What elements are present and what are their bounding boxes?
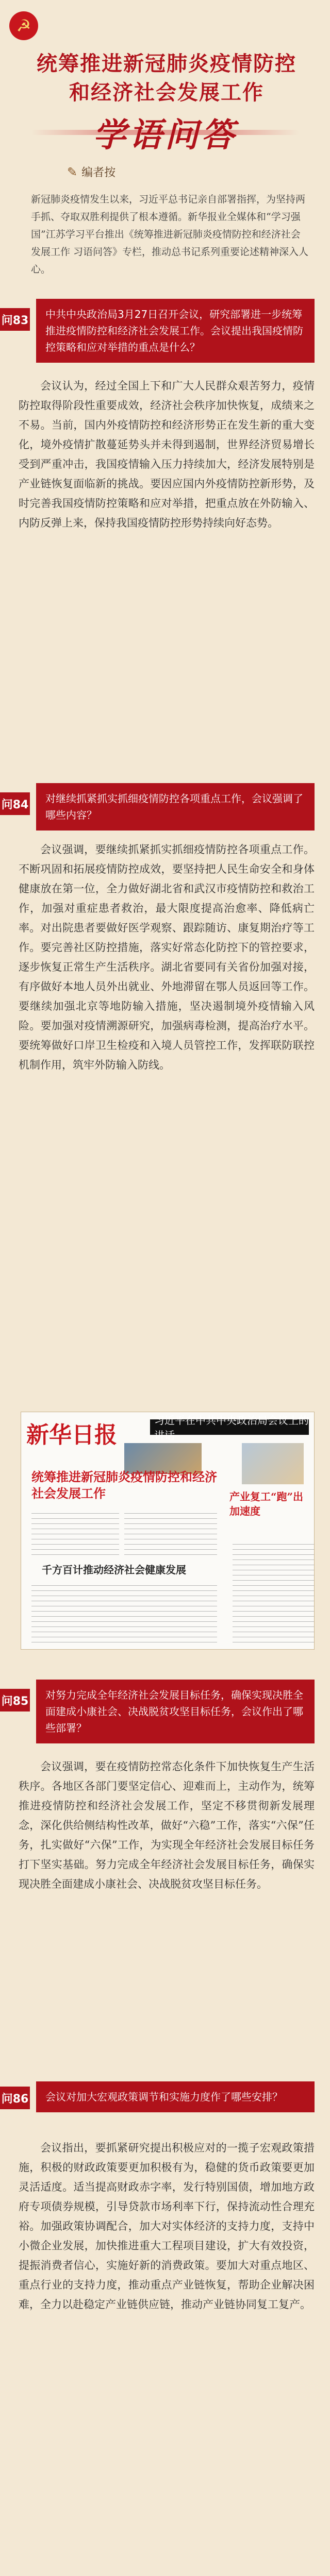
party-emblem-icon: ☭ [9,11,38,40]
question-number-badge: 问85 [0,1689,30,1711]
question-number-badge: 问84 [0,792,30,815]
editor-label-text: 编者按 [81,166,116,179]
newspaper-top-headline: 习近平在中共中央政治局会议上的讲话 [150,1419,309,1435]
answer-paragraph: 会议强调，要在疫情防控常态化条件下加快恢复生产生活秩序。各地区各部门要坚定信心、迎难而上，主动作为，统筹推进疫情防控和经济社会发展工作，坚定不移贯彻新发展理念，深化供给侧结构性改革，做好“六稳”工作，落实“六保”任务，扎实做好“六保”工作，为实现全年经济社会发展目标任务打下坚实基础。努力完成全年经济社会发展目标任务，确保实现决胜全面建成小康社会、决战脱贫攻坚目标任务。 [19,1760,315,1890]
newspaper-text-column [31,1582,217,1644]
question-text: 会议对加大宏观政策调节和实施力度作了哪些安排？ [45,2091,283,2103]
answer-paragraph: 会议认为，经过全国上下和广大人民群众艰苦努力，疫情防控取得阶段性重要成效，经济社会秩序加快恢复，成绩来之不易。当前，国内外疫情防控和经济形势正在发生新的重大变化，境外疫情扩散蔓延势头并未得到遏制，世界经济贸易增长受到严重冲击，我国疫情输入压力持续加大，经济发展特别是产业链恢复面临新的挑战。要因应国内外疫情防控新形势，及时完善我国疫情防控策略和应对举措，把重点放在外防输入、内防反弹上来，保持我国疫情防控形势持续向好态势。 [19,380,315,529]
header [0,0,330,206]
newspaper-subtitle: 千方百计推动经济社会健康发展 [42,1564,186,1576]
newspaper-text-column [124,1510,217,1556]
newspaper-text-column [31,1510,119,1556]
newspaper-image [21,1412,315,1650]
question-text: 对努力完成全年经济社会发展目标任务，确保实现决胜全面建成小康社会、决战脱贫攻坚目标任务，会议作出了哪些部署？ [45,1689,303,1734]
newspaper-right-title: 产业复工“跑”出加速度 [229,1490,304,1517]
brand-banner [31,109,299,156]
page-title-line1: 统筹推进新冠肺炎疫情防控 [37,52,296,76]
question-text: 中共中央政治局3月27日召开会议，研究部署进一步统筹推进疫情防控和经济社会发展工作。会议提出我国疫情防控策略和应对举措的重点是什么？ [45,308,303,353]
page-title-line2: 和经济社会发展工作 [69,80,264,105]
question-number-badge: 问83 [0,308,30,331]
answer-paragraph: 会议指出，要抓紧研究提出积极应对的一揽子宏观政策措施，积极的财政政策要更加积极有为，稳健的货币政策要更加灵活适度。适当提高财政赤字率，发行特别国债，增加地方政府专项债券规模，引导贷款市场利率下行，保持流动性合理充裕。加强政策协调配合，加大对实体经济的支持力度，支持中小微企业发展，加快推进重大工程项目建设，扩大有效投资，提振消费者信心，实施好新的消费政策。要加大对重点地区、重点行业的支持力度，推动重点产业链恢复，帮助企业解决困难，全力以赴稳定产业链供应链，推动产业链协同复工复产。 [19,2142,315,2311]
newspaper-red-title: 统筹推进新冠肺炎疫情防控和经济社会发展工作 [31,1469,217,1501]
question-number-badge: 问86 [0,2087,30,2109]
answer-text [19,2138,315,2318]
newspaper-text-column [233,1541,315,1644]
editor-note-label [67,164,116,180]
intro-paragraph: 新冠肺炎疫情发生以来，习近平总书记亲自部署指挥，为坚持两手抓、夺取双胜利提供了根本遵循。新华报业全媒体和“学习强国”江苏学习平台推出《统筹推进新冠肺炎疫情防控和经济社会发展工作 习语问答》专栏，推动总书记系列重要论述精神深入人心。 [31,194,309,275]
pen-icon: ✎ [67,164,78,179]
question-box [36,1680,315,1743]
question-box [36,2081,315,2112]
newspaper-masthead: 新华日报 [26,1422,117,1448]
question-box [36,783,315,831]
question-box [36,299,315,363]
brand-title: 学语问答 [93,116,237,155]
answer-text [19,376,315,537]
answer-text [19,840,315,1079]
answer-paragraph: 会议强调，要继续抓紧抓实抓细疫情防控各项重点工作。不断巩固和拓展疫情防控成效，要坚持把人民生命安全和身体健康放在第一位，全力做好湖北省和武汉市疫情防控和救治工作，加强对重症患者救治，最大限度提高治愈率、降低病亡率。对出院患者要做好医学观察、跟踪随访、康复期治疗等工作。要完善社区防控措施，落实好常态化防控下的管控要求，逐步恢复正常生产生活秩序。湖北省要同有关省份加强对接，有序做好本地人员外出就业、外地滞留在鄂人员返回等工作。要继续加强北京等地防输入措施，坚决遏制境外疫情输入风险。要加强对疫情溯源研究，加强病毒检测，提高治疗水平。要统筹做好口岸卫生检疫和入境人员管控工作，发挥联防联控机制作用，筑牢外防输入防线。 [19,843,315,1071]
answer-text [19,1757,315,1898]
newspaper-photo-right [242,1443,304,1484]
question-text: 对继续抓紧抓实抓细疫情防控各项重点工作，会议强调了哪些内容？ [45,792,303,821]
